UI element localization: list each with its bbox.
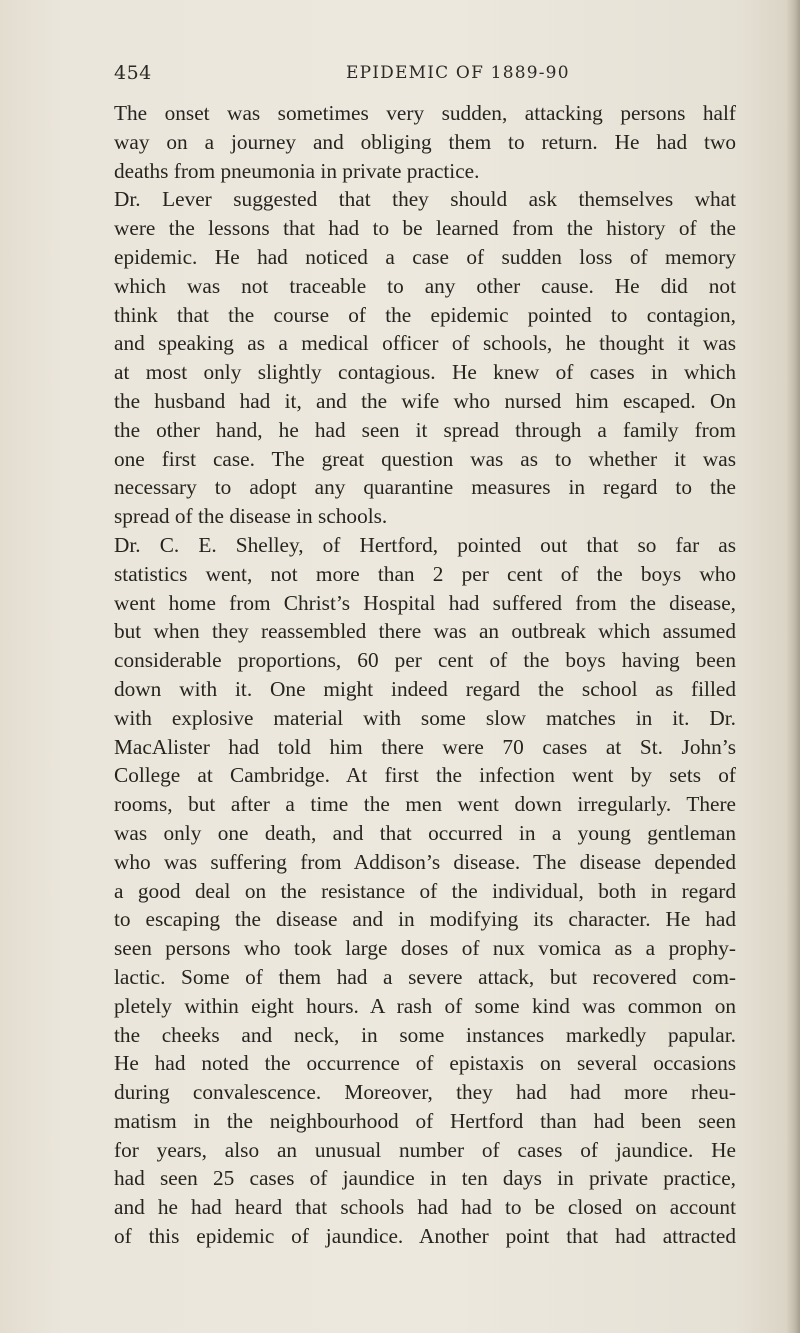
text-line: who was suffering from Addison’s disease. The disease depended (114, 849, 736, 874)
text-line: Dr. Lever suggested that they should ask themselves what (114, 187, 736, 212)
body-text (114, 99, 736, 1251)
text-line: The onset was sometimes very sudden, attacking persons half (114, 101, 736, 125)
text-line: was only one death, and that occurred in a young gentleman (114, 820, 736, 845)
text-line: the other hand, he had seen it spread through a family from (114, 417, 736, 442)
text-line: and speaking as a medical officer of schools, he thought it was (114, 331, 736, 356)
text-line: down with it. One might indeed regard the school as filled (114, 676, 736, 701)
page-edge-shadow (786, 0, 800, 1333)
text-line: spread of the disease in schools. (114, 504, 388, 529)
text-line: College at Cambridge. At first the infection went by sets of (114, 763, 736, 788)
text-line: considerable proportions, 60 per cent of the boys having been (114, 648, 736, 673)
text-line: one first case. The great question was as to whether it was (114, 446, 736, 471)
text-line: statistics went, not more than 2 per cent of the boys who (114, 561, 736, 586)
text-line: which was not traceable to any other cause. He did not (114, 273, 736, 298)
text-line: during convalescence. Moreover, they had had more rheu- (114, 1080, 736, 1105)
text-line: pletely within eight hours. A rash of some kind was common on (114, 993, 736, 1018)
text-line: the husband had it, and the wife who nursed him escaped. On (114, 388, 736, 413)
page-header (0, 62, 800, 86)
text-line: a good deal on the resistance of the individual, both in regard (114, 878, 736, 903)
text-line: MacAlister had told him there were 70 cases at St. John’s (114, 734, 736, 759)
text-line: epidemic. He had noticed a case of sudden loss of memory (114, 244, 736, 269)
running-title: EPIDEMIC OF 1889-90 (346, 63, 570, 83)
text-line: rooms, but after a time the men went down irregularly. There (114, 792, 736, 817)
text-line: for years, also an unusual number of cases of jaundice. He (114, 1137, 736, 1162)
text-line: necessary to adopt any quarantine measures in regard to the (114, 475, 736, 500)
text-line: way on a journey and obliging them to return. He had two (114, 129, 736, 154)
text-line: matism in the neighbourhood of Hertford than had been seen (114, 1108, 736, 1133)
text-line: of this epidemic of jaundice. Another point that had attracted (114, 1224, 736, 1249)
text-line: and he had heard that schools had had to be closed on account (114, 1195, 736, 1220)
text-line: the cheeks and neck, in some instances markedly papular. (114, 1022, 736, 1047)
text-line: with explosive material with some slow matches in it. Dr. (114, 705, 736, 730)
text-line: had seen 25 cases of jaundice in ten days in private practice, (114, 1166, 736, 1191)
page-number: 454 (114, 62, 152, 84)
text-line: but when they reassembled there was an outbreak which assumed (114, 619, 736, 644)
text-line: He had noted the occurrence of epistaxis on several occasions (114, 1051, 736, 1076)
text-line: were the lessons that had to be learned from the history of the (114, 216, 736, 241)
text-line: at most only slightly contagious. He knew of cases in which (114, 360, 736, 385)
text-line: Dr. C. E. Shelley, of Hertford, pointed out that so far as (114, 532, 736, 557)
text-line: lactic. Some of them had a severe attack, but recovered com- (114, 964, 736, 989)
text-line: deaths from pneumonia in private practice. (114, 158, 480, 183)
text-line: to escaping the disease and in modifying its character. He had (114, 907, 736, 932)
text-line: think that the course of the epidemic pointed to contagion, (114, 302, 736, 327)
text-line: went home from Christ’s Hospital had suffered from the disease, (114, 590, 736, 615)
text-line: seen persons who took large doses of nux vomica as a prophy- (114, 936, 736, 961)
